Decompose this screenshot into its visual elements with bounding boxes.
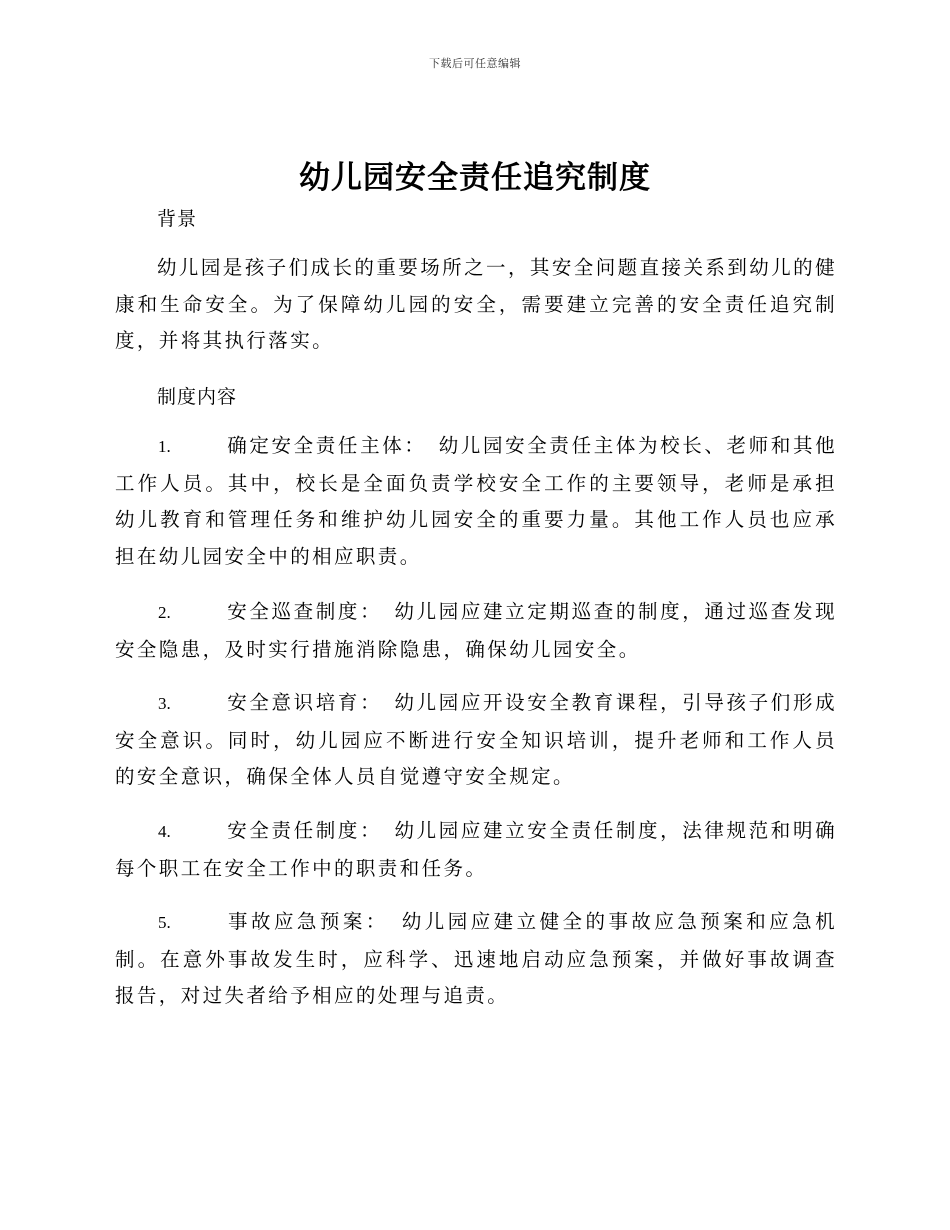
content-heading: 制度内容 [157,386,238,408]
header-note: 下载后可任意编辑 [429,57,521,70]
list-item-text: 幼儿园应开设安全教育课程，引导孩子们形成安全意识。同时，幼儿园应不断进行安全知识培训，提升老师和工作人员的安全意识，确保全体人员自觉遵守安全规定。 [115,691,837,788]
list-item-1 [115,428,837,575]
list-item-4 [115,813,837,887]
list-item-text: 幼儿园应建立安全责任制度，法律规范和明确每个职工在安全工作中的职责和任务。 [115,819,837,880]
list-item-number: 3. [158,694,171,713]
list-item-number: 1. [158,437,171,456]
list-item-text: 幼儿园安全责任主体为校长、老师和其他工作人员。其中，校长是全面负责学校安全工作的主要领导，老师是承担幼儿教育和管理任务和维护幼儿园安全的重要力量。其他工作人员也应承担在幼儿园安全中的相应职责。 [115,434,837,568]
background-heading: 背景 [157,208,198,230]
list-item-3 [115,685,837,796]
list-item-5 [115,904,837,1015]
list-item-text: 幼儿园应建立健全的事故应急预案和应急机制。在意外事故发生时，应科学、迅速地启动应急预案，并做好事故调查报告，对过失者给予相应的处理与追责。 [115,910,837,1007]
list-item-number: 2. [158,603,171,622]
document-title: 幼儿园安全责任追究制度 [299,160,651,196]
list-item-number: 4. [158,822,171,841]
list-item-number: 5. [158,913,171,932]
list-item-text: 幼儿园应建立定期巡查的制度，通过巡查发现安全隐患，及时实行措施消除隐患，确保幼儿园安全。 [115,600,837,661]
list-item-label: 安全巡查制度： [227,600,383,623]
list-item-label: 事故应急预案： [227,910,389,933]
list-item-label: 确定安全责任主体： [227,434,427,457]
list-item-label: 安全意识培育： [227,691,383,714]
list-item-label: 安全责任制度： [227,819,383,842]
background-paragraph: 幼儿园是孩子们成长的重要场所之一，其安全问题直接关系到幼儿的健康和生命安全。为了保障幼儿园的安全，需要建立完善的安全责任追究制度，并将其执行落实。 [115,256,837,352]
list-item-2 [115,594,837,668]
